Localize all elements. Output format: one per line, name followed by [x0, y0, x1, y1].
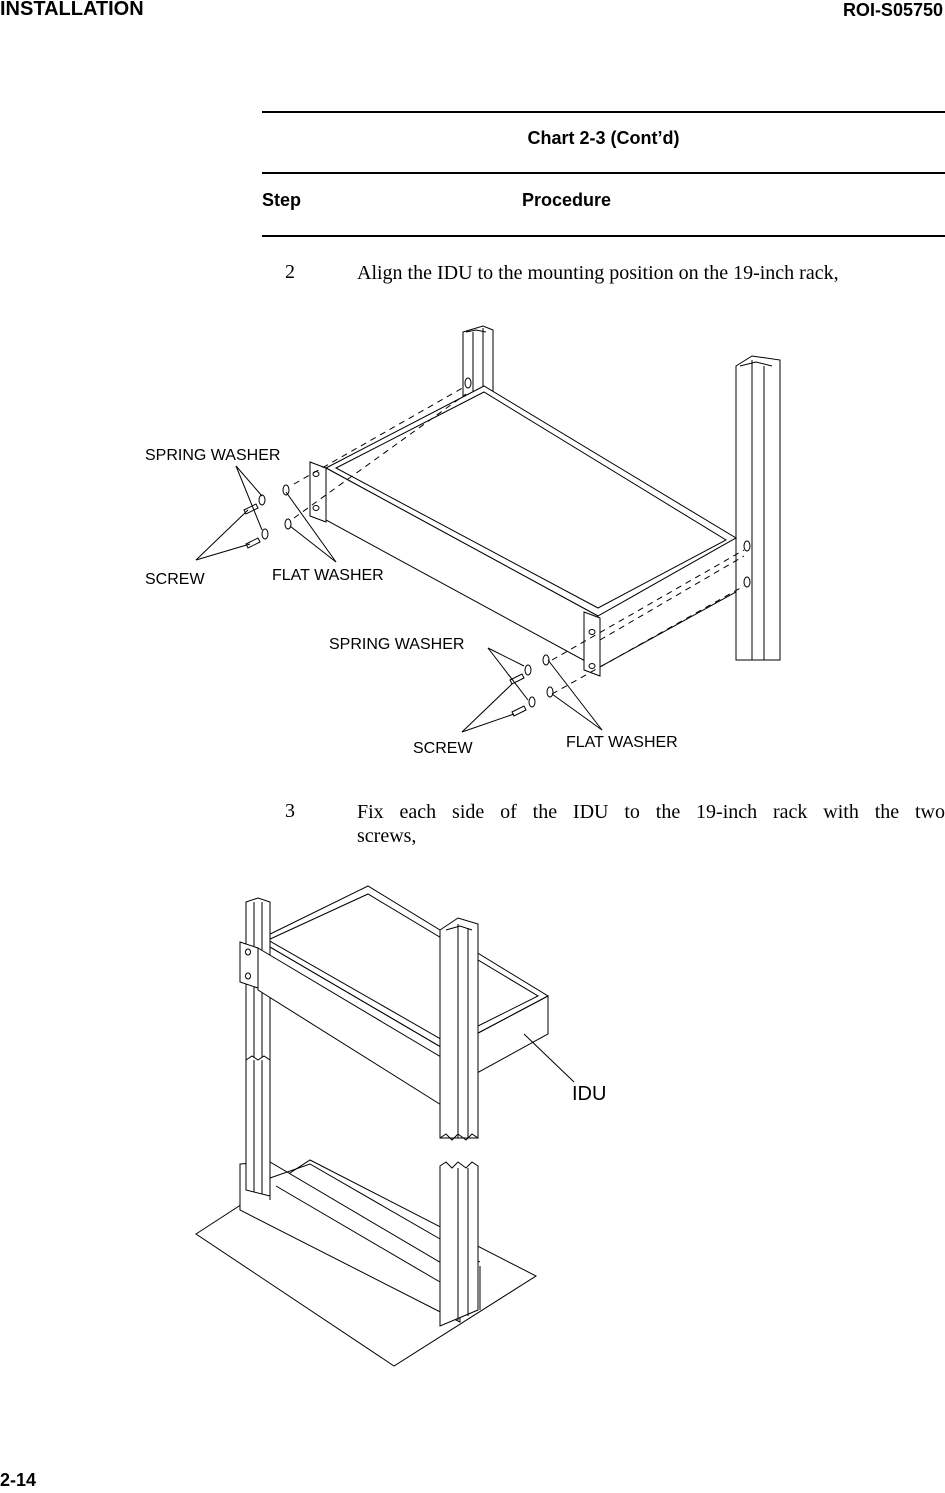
leader-lines-right: [462, 648, 602, 732]
label-flat-washer-left: FLAT WASHER: [272, 567, 384, 584]
step-number: 2: [285, 261, 295, 283]
rack-post-right-upper: [440, 918, 478, 1140]
table-top-rule: [262, 111, 945, 113]
idu-alignment-figure: [130, 320, 810, 770]
step-text-line2: screws,: [357, 825, 417, 847]
column-header-step: Step: [262, 190, 302, 210]
step-text: Align the IDU to the mounting position on the 19-inch rack,: [357, 262, 839, 284]
step-text-line1: Fix each side of the IDU to the 19-inch rack with the two: [357, 801, 945, 823]
idu-front-bracket: [258, 948, 458, 1108]
chart-title: Chart 2-3 (Cont’d): [527, 128, 680, 148]
idu-fixed-figure: [190, 880, 650, 1370]
page-number: 2-14: [0, 1470, 37, 1490]
idu-unit: [310, 386, 736, 676]
label-idu: IDU: [572, 1083, 607, 1105]
section-header: INSTALLATION: [0, 0, 144, 20]
rack-base: [196, 1056, 536, 1366]
rack-post-right: [736, 356, 780, 660]
label-spring-washer-right: SPRING WASHER: [329, 636, 465, 653]
document-id: ROI-S05750: [842, 0, 943, 20]
step-number: 3: [285, 800, 295, 822]
column-header-procedure: Procedure: [522, 190, 612, 210]
label-spring-washer-left: SPRING WASHER: [145, 447, 281, 464]
table-title-rule: [262, 172, 945, 174]
label-screw-left: SCREW: [145, 571, 205, 588]
idu-leader-line: [524, 1034, 574, 1082]
label-flat-washer-right: FLAT WASHER: [566, 734, 678, 751]
table-header-rule: [262, 235, 945, 237]
label-screw-right: SCREW: [413, 740, 473, 757]
hardware-left: [244, 485, 291, 548]
